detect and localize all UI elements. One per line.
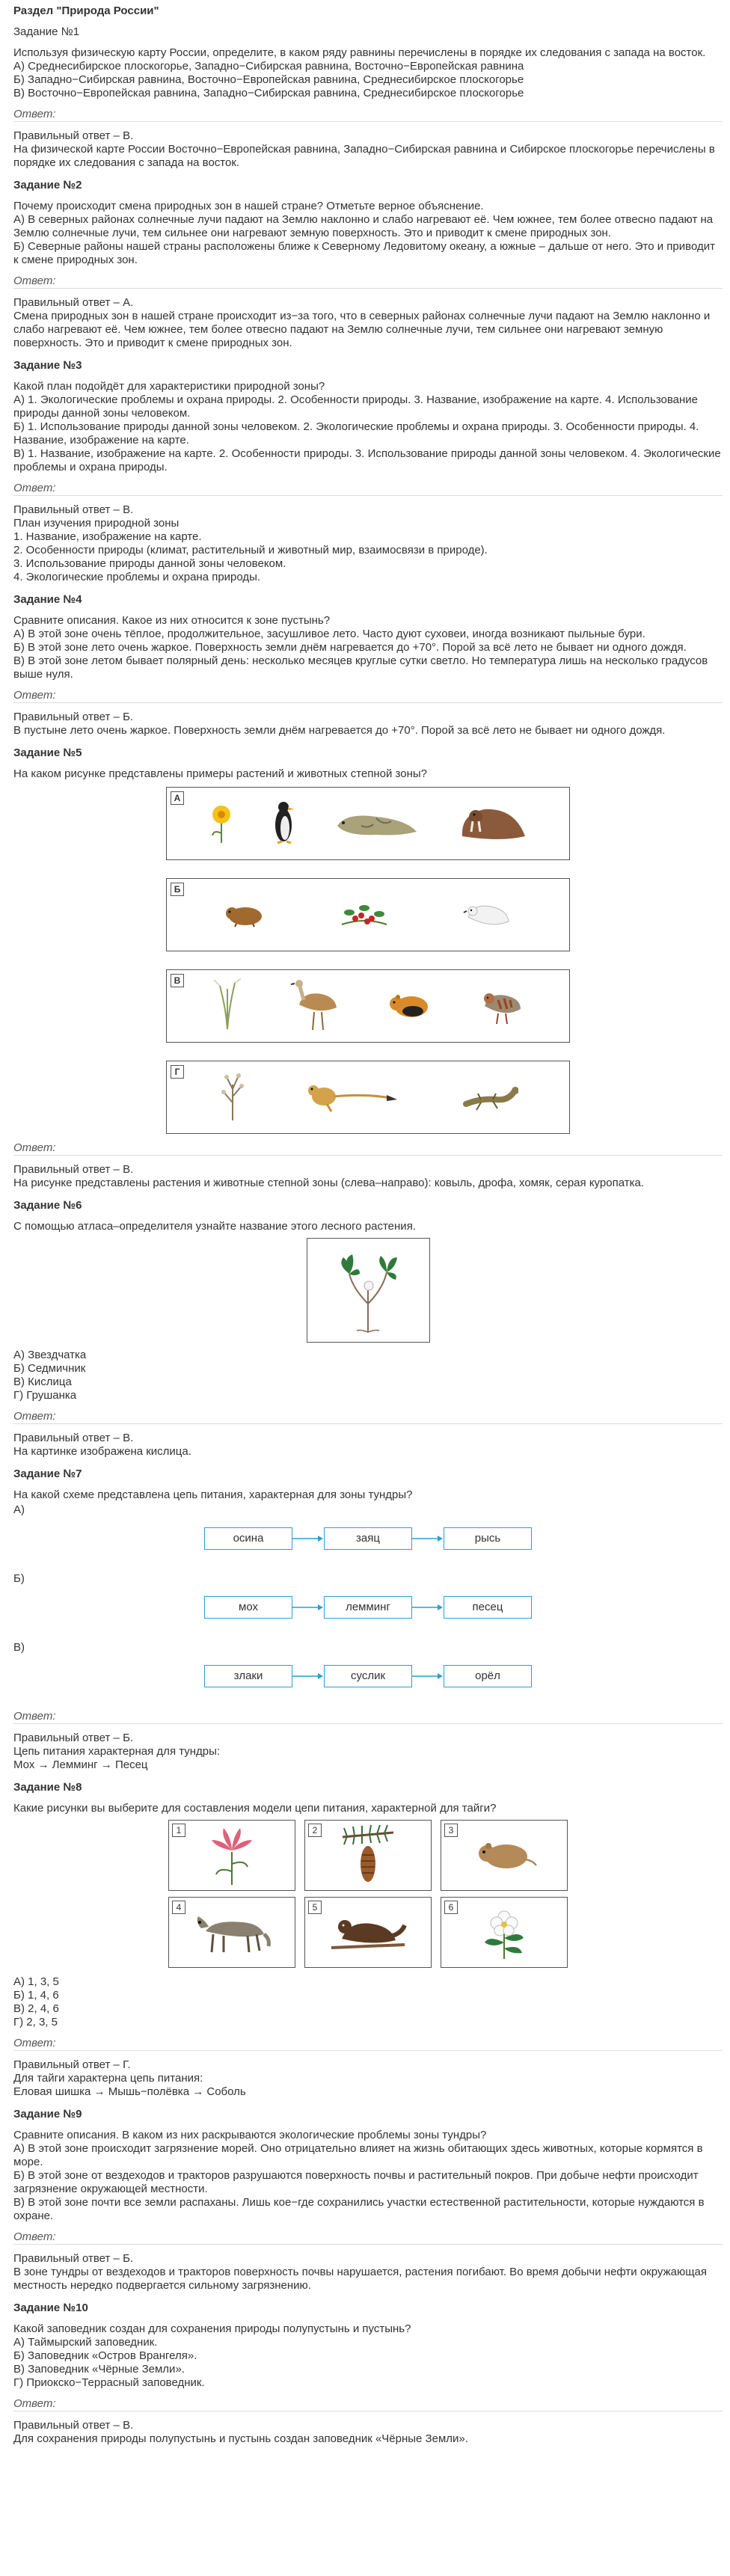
correct-answer <box>13 1732 723 1772</box>
yellow-flower-icon <box>206 800 236 848</box>
answer-text: В пустыне лето очень жаркое. Поверхность земли днём нагревается до +70°. Порой за всё лето не бывает ни одного дождя. <box>13 724 666 737</box>
arrow-right-icon <box>292 1535 324 1542</box>
bustard-icon <box>289 978 341 1035</box>
answer-text: Мох → Лемминг → Песец <box>13 1758 148 1771</box>
answer-text: План изучения природной зоны <box>13 517 180 530</box>
option-letter: В <box>171 974 184 987</box>
picture-options <box>13 787 723 1134</box>
answer-option[interactable]: Г) Грушанка <box>13 1389 77 1402</box>
answer-option[interactable]: В) 2, 4, 6 <box>13 2002 59 2015</box>
picture-cell-2[interactable] <box>304 1820 432 1891</box>
answer-text: Правильный ответ – В. <box>13 1432 134 1444</box>
chain-item: заяц <box>324 1527 412 1550</box>
correct-answer <box>13 296 723 350</box>
answer-text: 1. Название, изображение на карте. <box>13 530 202 543</box>
lily-icon <box>206 1822 258 1889</box>
jerboa-icon <box>304 1079 402 1117</box>
task-title: Задание №9 <box>13 2108 82 2120</box>
picture-number: 3 <box>444 1824 458 1837</box>
answer-option[interactable]: В) В этой зоне летом бывает полярный день: несколько месяцев круглые сутки светло. Но температура лишь на несколько градусов выше нуля. <box>13 654 708 681</box>
arrow-right-icon <box>292 1604 324 1611</box>
food-chain-3[interactable] <box>13 1665 723 1687</box>
chain-item: лемминг <box>324 1596 412 1619</box>
question-text: Используя физическую карту России, определите, в каком ряду равнины перечислены в порядке их следования с запада на восток. <box>13 46 706 59</box>
question-text: На каком рисунке представлены примеры растений и животных степной зоны? <box>13 767 428 780</box>
task-8 <box>13 1781 723 2099</box>
plant-picture <box>307 1238 430 1343</box>
chain-item: суслик <box>324 1665 412 1687</box>
answer-option[interactable]: А) В северных районах солнечные лучи падают на Землю наклонно и слабо нагревают её. Чем южнее, тем более отвесно падают на Землю солнечные лучи, тем сильнее они нагревают земную поверхность. Это и приводит к смене природных зон. <box>13 213 714 239</box>
sable-icon <box>327 1903 409 1963</box>
saxaul-icon <box>218 1070 248 1126</box>
answer-option[interactable]: А) Таймырский заповедник. <box>13 2336 158 2349</box>
task-title: Задание №1 <box>13 25 80 38</box>
answer-text: Правильный ответ – В. <box>13 2419 134 2432</box>
answer-text: Для сохранения природы полупустынь и пустынь создан заповедник «Чёрные Земли». <box>13 2432 468 2445</box>
lemming-icon <box>223 898 268 932</box>
question-text: Какой заповедник создан для сохранения природы полупустынь и пустынь? <box>13 2322 411 2335</box>
answer-text: Смена природных зон в нашей стране происходит из−за того, что в северных районах солнечные лучи падают на Землю наклонно и слабо нагревают её. Чем южнее, тем более отвесно падают на Землю солнечные лучи, тем сильнее они нагревают земную поверхность. Это и приводит к смене природных зон. <box>13 310 711 349</box>
answer-option[interactable]: Б) Северные районы нашей страны расположены ближе к Северному Ледовитому океану, а южные – дальше от него. Это и приводит к смене природных зон. <box>13 240 715 266</box>
chain-item: злаки <box>204 1665 292 1687</box>
answer-text: Правильный ответ – А. <box>13 296 134 309</box>
task-title: Задание №4 <box>13 593 82 606</box>
answer-text: Правильный ответ – Б. <box>13 2252 134 2265</box>
picture-number: 6 <box>444 1901 458 1914</box>
picture-grid <box>13 1820 723 1968</box>
answer-option[interactable]: В) Восточно−Европейская равнина, Западно−Сибирская равнина, Среднесибирское плоскогорье <box>13 87 524 99</box>
correct-answer <box>13 1432 723 1459</box>
answer-label: Ответ: <box>13 689 723 703</box>
question-text: С помощью атласа–определителя узнайте название этого лесного растения. <box>13 1220 416 1233</box>
answer-option[interactable]: Б) Заповедник «Остров Врангеля». <box>13 2349 197 2362</box>
answer-option[interactable]: Б) В этой зоне от вездеходов и тракторов разрушаются поверхность почвы и растительный покров. При добыче нефти происходит загрязнение окружающей местности. <box>13 2169 699 2195</box>
answer-text: Для тайги характерна цепь питания: <box>13 2072 203 2085</box>
question-text: На какой схеме представлена цепь питания, характерная для зоны тундры? <box>13 1488 413 1501</box>
answer-label: Ответ: <box>13 108 723 122</box>
answer-option[interactable]: Б) Западно−Сибирская равнина, Восточно−Европейская равнина, Среднесибирское плоскогорье <box>13 73 524 86</box>
picture-number: 4 <box>172 1901 185 1914</box>
picture-cell-3[interactable] <box>441 1820 568 1891</box>
picture-cell-1[interactable] <box>168 1820 295 1891</box>
answer-option[interactable]: В) Кислица <box>13 1376 72 1388</box>
picture-option-2[interactable] <box>166 878 570 951</box>
answer-label: Ответ: <box>13 275 723 289</box>
feather-grass-icon <box>212 978 242 1034</box>
answer-option[interactable]: Б) В этой зоне лето очень жаркое. Поверхность земли днём нагревается до +70°. Порой за всё лето не бывает ни одного дождя. <box>13 641 687 654</box>
correct-answer <box>13 2058 723 2099</box>
task-1 <box>13 25 723 170</box>
task-title: Задание №6 <box>13 1199 82 1212</box>
ptarmigan-icon <box>461 895 513 936</box>
spruce-cone-icon <box>338 1822 398 1889</box>
answer-text: 3. Использование природы данной зоны человеком. <box>13 557 286 570</box>
food-chain-2[interactable] <box>13 1596 723 1619</box>
correct-answer <box>13 503 723 584</box>
task-title: Задание №5 <box>13 746 82 759</box>
option-letter: Б <box>171 883 184 896</box>
answer-text: На физической карте России Восточно−Европейская равнина, Западно−Сибирская равнина и Сибирское плоскогорье перечислены в порядке их следования с запада на восток. <box>13 143 715 169</box>
answer-label: Ответ: <box>13 482 723 496</box>
answer-text: Правильный ответ – Б. <box>13 711 134 723</box>
answer-text: 4. Экологические проблемы и охрана природы. <box>13 571 261 583</box>
answer-option[interactable]: Б) 1, 4, 6 <box>13 1989 59 2002</box>
answer-text: Еловая шишка → Мышь−полёвка → Соболь <box>13 2085 246 2098</box>
correct-answer <box>13 2252 723 2293</box>
question-text: Почему происходит смена природных зон в нашей стране? Отметьте верное объяснение. <box>13 200 484 212</box>
task-6 <box>13 1199 723 1459</box>
answer-option[interactable]: В) 1. Название, изображение на карте. 2. Особенности природы. 3. Использование природы данной зоны человеком. 4. Экологические проблемы и охрана природы. <box>13 447 721 473</box>
task-3 <box>13 359 723 584</box>
task-4 <box>13 593 723 737</box>
answer-option[interactable]: А) 1, 3, 5 <box>13 1975 59 1988</box>
answer-option[interactable]: А) В этой зоне происходит загрязнение морей. Оно отрицательно влияет на жизнь обитающих здесь животных, которые кормятся в море. <box>13 2142 703 2168</box>
picture-number: 2 <box>308 1824 322 1837</box>
answer-label: Ответ: <box>13 1141 723 1156</box>
berry-bush-icon <box>334 895 394 936</box>
answer-label: Ответ: <box>13 1410 723 1424</box>
correct-answer <box>13 2419 723 2446</box>
vole-icon <box>470 1831 538 1880</box>
arrow-right-icon <box>412 1535 444 1542</box>
chain-item: осина <box>204 1527 292 1550</box>
question-text: Какие рисунки вы выберите для составления модели цепи питания, характерной для тайги? <box>13 1802 497 1815</box>
task-title: Задание №2 <box>13 179 82 191</box>
question-text: Сравните описания. В каком из них раскрываются экологические проблемы зоны тундры? <box>13 2129 487 2141</box>
task-2 <box>13 179 723 350</box>
penguin-icon <box>270 798 297 850</box>
answer-text: Цепь питания характерная для тундры: <box>13 1745 221 1758</box>
chain-item: мох <box>204 1596 292 1619</box>
chain-option-label: Б) <box>13 1572 25 1585</box>
task-title: Задание №8 <box>13 1781 82 1794</box>
picture-option-3[interactable] <box>166 969 570 1043</box>
answer-option[interactable]: А) 1. Экологические проблемы и охрана природы. 2. Особенности природы. 3. Название, изображение на карте. 4. Использование природы данной зоны человеком. <box>13 393 699 420</box>
option-letter: Г <box>171 1065 184 1079</box>
question-text: Какой план подойдёт для характеристики природной зоны? <box>13 380 325 393</box>
task-title: Задание №10 <box>13 2301 88 2314</box>
correct-answer <box>13 129 723 170</box>
answer-text: Правильный ответ – В. <box>13 129 134 142</box>
picture-number: 5 <box>308 1901 322 1914</box>
answer-label: Ответ: <box>13 1710 723 1724</box>
walrus-icon <box>455 799 530 849</box>
correct-answer <box>13 1163 723 1190</box>
arrow-right-icon <box>412 1672 444 1680</box>
chain-item: рысь <box>444 1527 532 1550</box>
answer-option[interactable]: Г) Приокско−Террасный заповедник. <box>13 2376 205 2389</box>
partridge-icon <box>479 984 524 1029</box>
answer-option[interactable]: В) В этой зоне почти все земли распаханы. Лишь кое−где сохранились участки естественной растительности, которые нуждаются в охране. <box>13 2196 705 2222</box>
option-letter: А <box>171 791 184 805</box>
picture-cell-4[interactable] <box>168 1897 295 1968</box>
arrow-right-icon <box>412 1604 444 1611</box>
picture-number: 1 <box>172 1824 185 1837</box>
task-title: Задание №3 <box>13 359 82 372</box>
answer-label: Ответ: <box>13 2037 723 2051</box>
answer-text: На рисунке представлены растения и животные степной зоны (слева–направо): ковыль, дрофа, хомяк, серая куропатка. <box>13 1177 644 1189</box>
section-title: Раздел "Природа России" <box>13 4 159 17</box>
picture-cell-5[interactable] <box>304 1897 432 1968</box>
answer-text: На картинке изображена кислица. <box>13 1445 191 1458</box>
seal-icon <box>331 803 421 844</box>
answer-option[interactable]: А) В этой зоне очень тёплое, продолжительное, засушливое лето. Часто дуют суховеи, иногда возникают пыльные бури. <box>13 628 645 640</box>
chain-option-label: А) <box>13 1503 25 1516</box>
chain-item: песец <box>444 1596 532 1619</box>
raccoon-dog-icon <box>191 1904 273 1960</box>
task-list <box>13 25 723 2446</box>
answer-option[interactable]: А) Звездчатка <box>13 1349 87 1361</box>
answer-text: 2. Особенности природы (климат, растительный и животный мир, взаимосвязи в природе). <box>13 544 488 556</box>
white-flower-icon <box>474 1901 534 1964</box>
answer-text: Правильный ответ – В. <box>13 1163 134 1176</box>
answer-option[interactable]: В) Заповедник «Чёрные Земли». <box>13 2363 185 2376</box>
answer-option[interactable]: Б) Седмичник <box>13 1362 86 1375</box>
chain-item: орёл <box>444 1665 532 1687</box>
task-7 <box>13 1468 723 1772</box>
correct-answer <box>13 711 723 737</box>
answer-option[interactable]: Б) 1. Использование природы данной зоны человеком. 2. Экологические проблемы и охрана природы. 3. Особенности природы. 4. Название, изображение на карте. <box>13 420 699 447</box>
answer-text: Правильный ответ – Г. <box>13 2058 131 2071</box>
task-10 <box>13 2301 723 2446</box>
picture-option-4[interactable] <box>166 1061 570 1134</box>
answer-option[interactable]: Г) 2, 3, 5 <box>13 2016 58 2028</box>
answer-text: В зоне тундры от вездеходов и тракторов поверхность почвы нарушается, растения погибают. Во время добычи нефти окружающая местность нередко подвергается сильному загрязнению. <box>13 2266 708 2292</box>
answer-label: Ответ: <box>13 2230 723 2245</box>
answer-text: Правильный ответ – Б. <box>13 1732 134 1744</box>
wood-sorrel-icon <box>327 1244 409 1337</box>
question-text: Сравните описания. Какое из них относится к зоне пустынь? <box>13 614 331 627</box>
chain-option-label: В) <box>13 1641 25 1654</box>
picture-cell-6[interactable] <box>441 1897 568 1968</box>
task-title: Задание №7 <box>13 1468 82 1480</box>
picture-option-1[interactable] <box>166 787 570 860</box>
arrow-right-icon <box>292 1672 324 1680</box>
answer-text: Правильный ответ – В. <box>13 503 134 516</box>
lizard-icon <box>458 1077 518 1118</box>
answer-option[interactable]: А) Среднесибирское плоскогорье, Западно−Сибирская равнина, Восточно−Европейская равнина <box>13 60 524 73</box>
answer-label: Ответ: <box>13 2397 723 2411</box>
task-5 <box>13 746 723 1190</box>
hamster-icon <box>387 987 432 1025</box>
food-chain-1[interactable] <box>13 1527 723 1550</box>
task-9 <box>13 2108 723 2293</box>
